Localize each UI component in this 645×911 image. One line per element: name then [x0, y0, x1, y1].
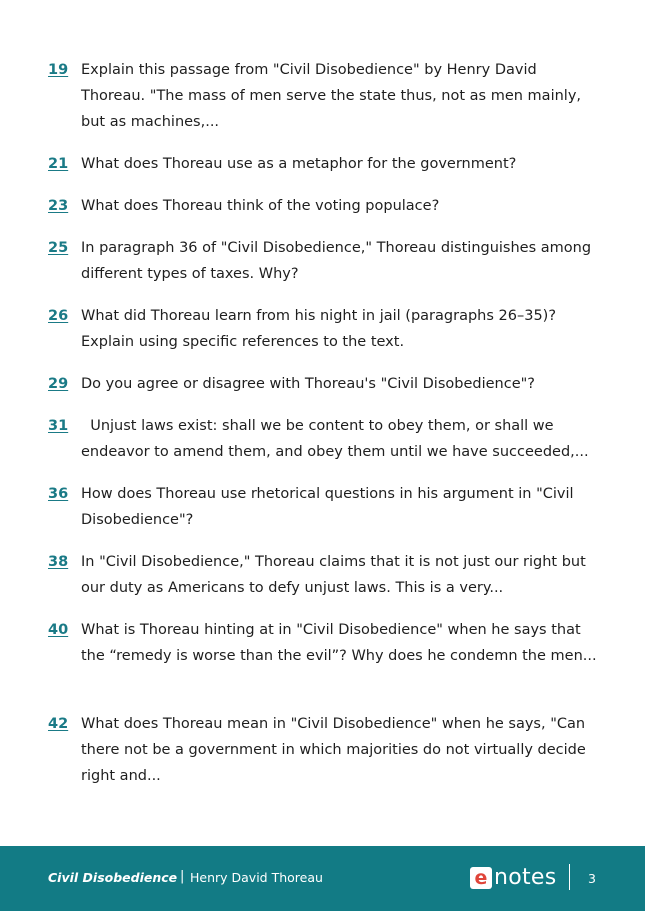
footer-author: Henry David Thoreau	[190, 870, 323, 885]
question-number-link[interactable]: 19	[48, 62, 69, 78]
page-number: 3	[588, 871, 596, 886]
question-text[interactable]: Unjust laws exist: shall we be content to obey them, or shall we endeavor to amend them, and obey them until we have succeeded,...	[81, 418, 589, 460]
question-number-link[interactable]: 31	[48, 418, 69, 434]
enotes-logo-wordmark: notes	[494, 865, 557, 890]
question-text[interactable]: In paragraph 36 of "Civil Disobedience," Thoreau distinguishes among different types of taxes. Why?	[81, 240, 592, 282]
question-text[interactable]: In "Civil Disobedience," Thoreau claims that it is not just our right but our duty as Americans to defy unjust laws. This is a very...	[81, 554, 586, 596]
question-number-link[interactable]: 40	[48, 622, 69, 638]
question-number-link[interactable]: 38	[48, 554, 69, 570]
question-text[interactable]: What does Thoreau use as a metaphor for the government?	[81, 156, 517, 172]
question-text[interactable]: Do you agree or disagree with Thoreau's "Civil Disobedience"?	[81, 376, 535, 392]
question-number-link[interactable]: 26	[48, 308, 69, 324]
footer-divider	[569, 864, 570, 890]
enotes-logo-mark: e	[470, 867, 492, 889]
footer-book-title: Civil Disobedience	[48, 870, 178, 885]
question-text[interactable]: How does Thoreau use rhetorical questions in his argument in "Civil Disobedience"?	[81, 486, 574, 528]
question-text[interactable]: What does Thoreau think of the voting populace?	[81, 198, 440, 214]
question-text[interactable]: What does Thoreau mean in "Civil Disobedience" when he says, "Can there not be a government in which majorities do not virtually decide right and...	[81, 716, 586, 784]
question-number-link[interactable]: 23	[48, 198, 69, 214]
question-number-link[interactable]: 29	[48, 376, 69, 392]
page-footer	[0, 846, 645, 911]
question-number-link[interactable]: 36	[48, 486, 69, 502]
footer-separator: |	[180, 869, 185, 884]
question-text[interactable]: What did Thoreau learn from his night in jail (paragraphs 26–35)? Explain using specific references to the text.	[81, 308, 557, 350]
enotes-logo[interactable]	[470, 866, 557, 890]
question-number-link[interactable]: 21	[48, 156, 69, 172]
question-text[interactable]: Explain this passage from "Civil Disobedience" by Henry David Thoreau. "The mass of men serve the state thus, not as men mainly, but as machines,...	[81, 62, 582, 130]
question-number-link[interactable]: 25	[48, 240, 69, 256]
question-number-link[interactable]: 42	[48, 716, 69, 732]
question-text[interactable]: What is Thoreau hinting at in "Civil Disobedience" when he says that the “remedy is worse than the evil”? Why does he condemn the men...	[81, 622, 597, 664]
